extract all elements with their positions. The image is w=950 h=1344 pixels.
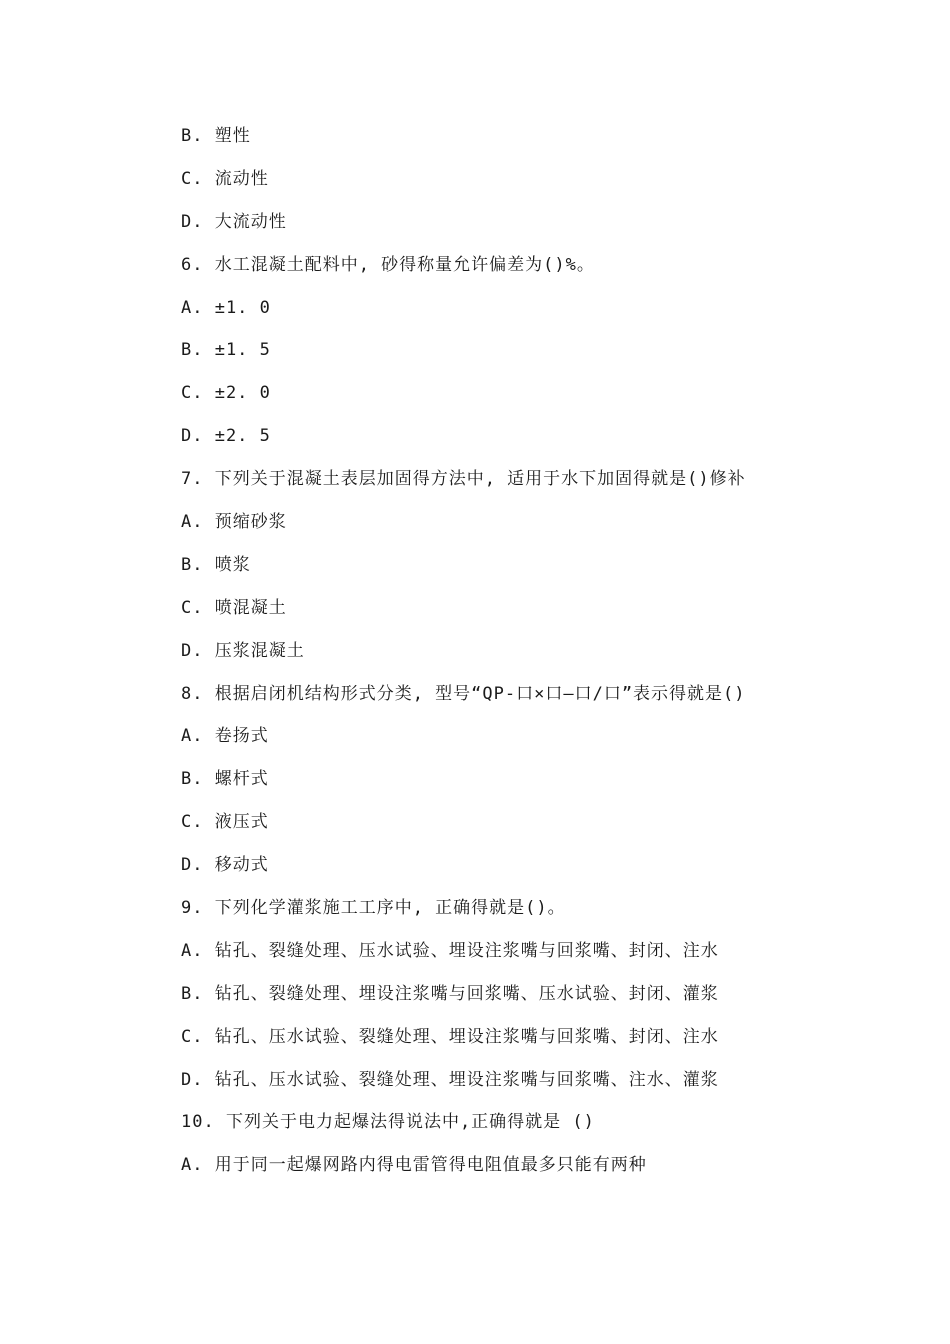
option-c-fluidity: C. 流动性 [181,168,269,189]
option-d-high-fluidity: D. 大流动性 [181,211,287,232]
question-10: 10. 下列关于电力起爆法得说法中,正确得就是 () [181,1112,595,1133]
question-6: 6. 水工混凝土配料中, 砂得称量允许偏差为()%。 [181,254,595,275]
q7-option-d: D. 压浆混凝土 [181,640,305,661]
question-7: 7. 下列关于混凝土表层加固得方法中, 适用于水下加固得就是()修补 [181,469,746,490]
q6-option-b: B. ±1. 5 [181,340,271,361]
question-text-block [181,119,881,1191]
q10-option-a: A. 用于同一起爆网路内得电雷管得电阻值最多只能有两种 [181,1155,647,1176]
q6-option-a: A. ±1. 0 [181,297,271,318]
q8-option-d: D. 移动式 [181,855,269,876]
q6-option-c: C. ±2. 0 [181,383,271,404]
q7-option-b: B. 喷浆 [181,554,251,575]
q8-option-b: B. 螺杆式 [181,769,269,790]
q8-option-c: C. 液压式 [181,812,269,833]
q6-option-d: D. ±2. 5 [181,426,271,447]
q8-option-a: A. 卷扬式 [181,726,269,747]
q7-option-c: C. 喷混凝土 [181,597,287,618]
q7-option-a: A. 预缩砂浆 [181,512,287,533]
question-9: 9. 下列化学灌浆施工工序中, 正确得就是()。 [181,898,566,919]
q9-option-b: B. 钻孔、裂缝处理、埋设注浆嘴与回浆嘴、压水试验、封闭、灌浆 [181,983,719,1004]
option-b-plasticity: B. 塑性 [181,126,251,146]
q9-option-c: C. 钻孔、压水试验、裂缝处理、埋设注浆嘴与回浆嘴、封闭、注水 [181,1026,719,1047]
question-8: 8. 根据启闭机结构形式分类, 型号“QP-口×口—口/口”表示得就是() [181,683,746,704]
q9-option-a: A. 钻孔、裂缝处理、压水试验、埋设注浆嘴与回浆嘴、封闭、注水 [181,940,719,961]
q9-option-d: D. 钻孔、压水试验、裂缝处理、埋设注浆嘴与回浆嘴、注水、灌浆 [181,1069,719,1090]
